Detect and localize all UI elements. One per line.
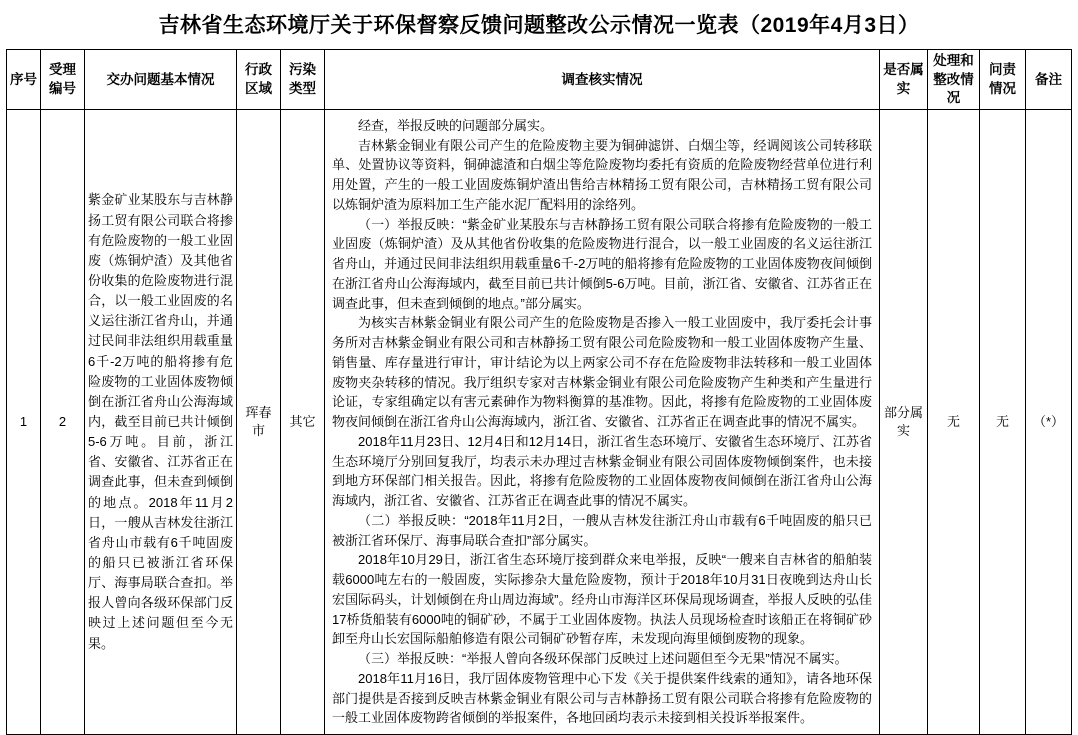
survey-paragraph: 2018年10月29日，浙江省生态环境厅接到群众来电举报，反映“一艘来自吉林省的船舶装载6000吨左右的一般固废，实际掺杂大量危险废物，预计于2018年10月31日夜晚到达舟山长宏国际码头，计划倾倒在舟山周边海域”。经舟山市海洋区环保局现场调查，举报人反映的弘佳17桥货船装有6000吨的铜矿砂，不属于工业固体废物。执法人员现场检查时该船正在将铜矿砂卸至舟山长宏国际船舶修造有限公司铜矿砂暂存库，未发现向海里倾倒废物的现象。 — [332, 552, 872, 647]
header-accountability — [980, 50, 1026, 110]
survey-paragraph: 吉林紫金铜业有限公司产生的危险废物主要为铜砷滤饼、白烟尘等，经调阅该公司转移联单、处置协议等资料，铜砷滤渣和白烟尘等危险废物均委托有资质的危险废物经营单位进行利用处置，产生的一般工业固废炼铜炉渣出售给吉林精扬工贸有限公司，吉林精扬工贸有限公司以炼铜炉渣为原料加工生产能水泥厂配料用的涂络列。 — [332, 137, 872, 212]
cell-accept-no: 2 — [41, 109, 85, 734]
header-seq — [7, 50, 41, 110]
cell-is-true: 部分属实 — [880, 109, 928, 734]
header-handling — [928, 50, 980, 110]
header-handling-label: 处理和整改情况 — [933, 53, 974, 105]
header-is-true-label: 是否属实 — [883, 62, 924, 96]
header-accountability-label: 问责情况 — [989, 62, 1016, 96]
header-survey-label: 调查核实情况 — [561, 71, 643, 87]
header-region-label: 行政区域 — [245, 62, 272, 96]
survey-paragraph: 2018年11月16日，我厅固体废物管理中心下发《关于提供案件线索的通知》，请各地环保部门提供是否接到反映吉林紫金铜业有限公司与吉林静扬工贸有限公司联合将掺有危险废物的一般工业固体废物跨省倾倒的举报案件，各地回函均表示未接到相关投诉举报案件。 — [332, 670, 872, 726]
header-is-true — [880, 50, 928, 110]
survey-paragraph: （三）举报反映：“举报人曾向各级环保部门反映过上述问题但至今无果”情况不属实。 — [358, 651, 848, 667]
table-header-row — [7, 50, 1072, 110]
survey-paragraphs — [328, 112, 876, 732]
cell-basic: 紫金矿业某股东与吉林静扬工贸有限公司联合将掺有危险废物的一般工业固废（炼铜炉渣）及其他省份收集的危险废物进行混合，以一般工业固废的名义运往浙江省舟山，并通过民间非法组织用载重量6千-2万吨的船将掺有危险废物的工业固体废物倾倒在浙江省舟山公海海域内，截至目前已共计倾倒5-6万吨。目前，浙江省、安徽省、江苏省正在调查此事，但未查到倾倒的地点。2018年11月2日，一艘从吉林发往浙江省舟山市载有6千吨固废的船只已被浙江省环保厅、海事局联合查扣。举报人曾向各级环保部门反映过上述问题但至今无果。 — [85, 109, 237, 734]
public-notice-table — [6, 49, 1072, 735]
cell-region: 珲春市 — [237, 109, 281, 734]
header-remark — [1026, 50, 1072, 110]
cell-accountability: 无 — [980, 109, 1026, 734]
survey-paragraph: （二）举报反映：“2018年11月2日，一艘从吉林发往浙江舟山市载有6千吨固废的船只已被浙江省环保厅、海事局联合查扣”部分属实。 — [332, 512, 872, 548]
header-accept-no-label: 受理编号 — [49, 62, 76, 96]
cell-pollution-type: 其它 — [281, 109, 325, 734]
page-title: 吉林省生态环境厅关于环保督察反馈问题整改公示情况一览表（2019年4月3日） — [158, 14, 920, 37]
header-region — [237, 50, 281, 110]
header-remark-label: 备注 — [1035, 71, 1062, 87]
header-accept-no — [41, 50, 85, 110]
survey-paragraph: 经查，举报反映的问题部分属实。 — [358, 117, 554, 133]
header-basic-label: 交办问题基本情况 — [106, 71, 215, 87]
header-basic — [85, 50, 237, 110]
header-pollution-type-label: 污染类型 — [289, 62, 316, 96]
table-row — [7, 109, 1072, 734]
survey-paragraph: 为核实吉林紫金铜业有限公司产生的危险废物是否掺入一般工业固废中，我厅委托会计事务所对吉林紫金铜业有限公司和吉林静扬工贸有限公司危险废物和一般工业固体废物产生量、销售量、库存量进行审计，审计结论为以上两家公司不存在危险废物非法转移和一般工业固体废物夹杂转移的情况。我厅组织专家对吉林紫金铜业有限公司危险废物产生种类和产生量进行论证，专家组确定以有害元素砷作为物料衡算的基准物。因此，将掺有危险废物的工业固体废物夜间倾倒在浙江省舟山公海海域内，浙江省、安徽省、江苏省正在调查此事的情况不属实。 — [332, 315, 872, 430]
header-survey — [325, 50, 880, 110]
cell-survey — [325, 109, 880, 734]
survey-paragraph: （一）举报反映：“紫金矿业某股东与吉林静扬工贸有限公司联合将掺有危险废物的一般工业固废（炼铜炉渣）及从其他省份收集的危险废物进行混合，以一般工业固废的名义运往浙江省舟山，并通过民间非法组织用载重量6千-2万吨的船将掺有危险废物的工业固体废物夜间倾倒在浙江省舟山公海海域内，截至目前已共计倾倒5-6万吨。目前，浙江省、安徽省、江苏省正在调查此事，但未查到倾倒的地点。”部分属实。 — [332, 216, 872, 311]
cell-seq: 1 — [7, 109, 41, 734]
header-seq-label: 序号 — [10, 71, 37, 87]
cell-remark: （*） — [1026, 109, 1072, 734]
survey-paragraph: 2018年11月23日、12月4日和12月14日，浙江省生态环境厅、安徽省生态环境厅、江苏省生态环境厅分别回复我厅，均表示未办理过吉林紫金铜业有限公司固体废物倾倒案件，也未接到地方环保部门相关报告。因此，将掺有危险废物的工业固体废物夜间倾倒在浙江省舟山公海海域内，浙江省、安徽省、江苏省正在调查此事的情况不属实。 — [332, 433, 872, 509]
header-pollution-type — [281, 50, 325, 110]
cell-handling: 无 — [928, 109, 980, 734]
